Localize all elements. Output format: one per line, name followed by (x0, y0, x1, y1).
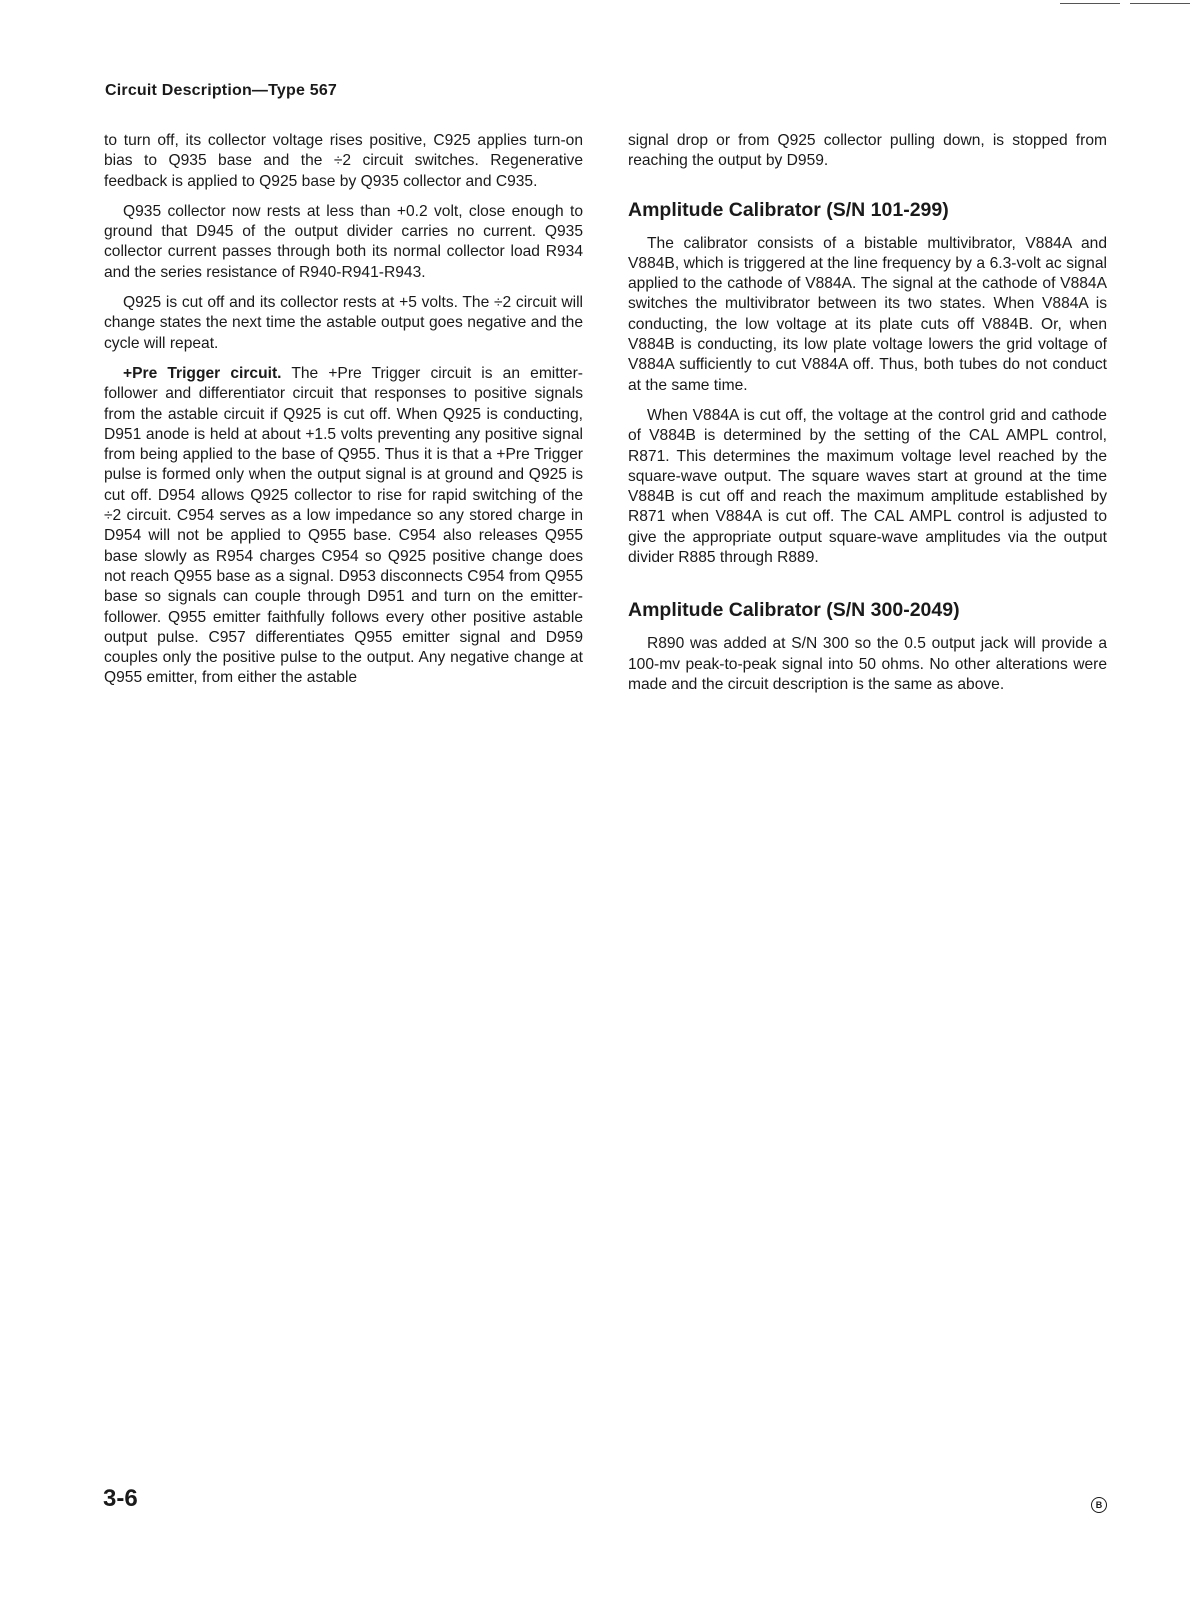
paragraph: Q935 collector now rests at less than +0.2 volt, close enough to ground that D945 of the output divider carries no current. Q935 collector current passes through both its normal collector load R934 and the series resistance of R940-R941-R943. (104, 202, 583, 281)
paragraph: R890 was added at S/N 300 so the 0.5 output jack will provide a 100-mv peak-to-peak signal into 50 ohms. No other alterations were made and the circuit description is the same as above. (628, 635, 1107, 693)
pretrigger-text: The +Pre Trigger circuit is an emitter-follower and differentiator circuit that responses to positive signals from the astable circuit if Q925 is cut off. When Q925 is conducting, D951 anode is held at about +1.5 volts preventing any positive signal from being applied to the base of Q955. Thus it is that a +Pre Trigger pulse is formed only when the output signal is at ground and Q925 is cut off. D954 allows Q925 collector to rise for rapid switching of the ÷2 circuit. C954 serves as a low impedance so any stored charge in D954 will not be applied to Q955 base. C954 also releases Q955 base slowly as R954 charges C954 so Q925 positive change does not reach Q955 base as a signal. D953 disconnects C954 from Q955 base so signals can couple through D951 and turn on the emitter-follower. Q955 emitter faithfully follows every other positive astable output pulse. C957 differentiates Q955 emitter signal and D959 couples only the positive pulse to the output. Any negative change at Q955 emitter, from either the astable (104, 364, 583, 687)
pretrigger-heading: +Pre Trigger circuit. (123, 364, 282, 382)
right-column (628, 131, 1107, 705)
paragraph: to turn off, its collector voltage rises positive, C925 applies turn-on bias to Q935 base and the ÷2 circuit switches. Regenerative feedback is applied to Q925 base by Q935 collector and C935. (104, 132, 583, 190)
section-heading: Amplitude Calibrator (S/N 101-299) (628, 198, 949, 221)
left-column (104, 131, 583, 699)
paragraph: Q925 is cut off and its collector rests at +5 volts. The ÷2 circuit will change states the next time the astable output goes negative and the cycle will repeat. (104, 294, 583, 352)
paragraph: When V884A is cut off, the voltage at the control grid and cathode of V884B is determined by the setting of the CAL AMPL control, R871. This determines the maximum voltage level reached by the square-wave output. The square waves start at ground at the time V884B is cut off and reach the maximum amplitude established by R871 when V884A is cut off. The CAL AMPL control is adjusted to give the appropriate output square-wave amplitudes via the output divider R885 through R889. (628, 406, 1107, 567)
paragraph: signal drop or from Q925 collector pulling down, is stopped from reaching the output by D959. (628, 132, 1107, 170)
section-heading: Amplitude Calibrator (S/N 300-2049) (628, 599, 960, 622)
revision-mark-icon: B (1091, 1497, 1107, 1513)
pretrigger-paragraph (104, 364, 583, 689)
page-header: Circuit Description—Type 567 (105, 82, 338, 99)
scan-artifact-line (1060, 3, 1120, 4)
scan-artifact-line (1130, 3, 1190, 4)
page-number: 3-6 (103, 1485, 138, 1512)
paragraph: The calibrator consists of a bistable multivibrator, V884A and V884B, which is triggered at the line frequency by a 6.3-volt ac signal applied to the cathode of V884A. The signal at the cathode of V884A switches the multivibrator between its two states. When V884A is conducting, the low voltage at its plate cuts off V884B. Or, when V884B is conducting, its low plate voltage lowers the grid voltage of V884A sufficiently to cut V884A off. Thus, both tubes do not conduct at the same time. (628, 234, 1107, 394)
